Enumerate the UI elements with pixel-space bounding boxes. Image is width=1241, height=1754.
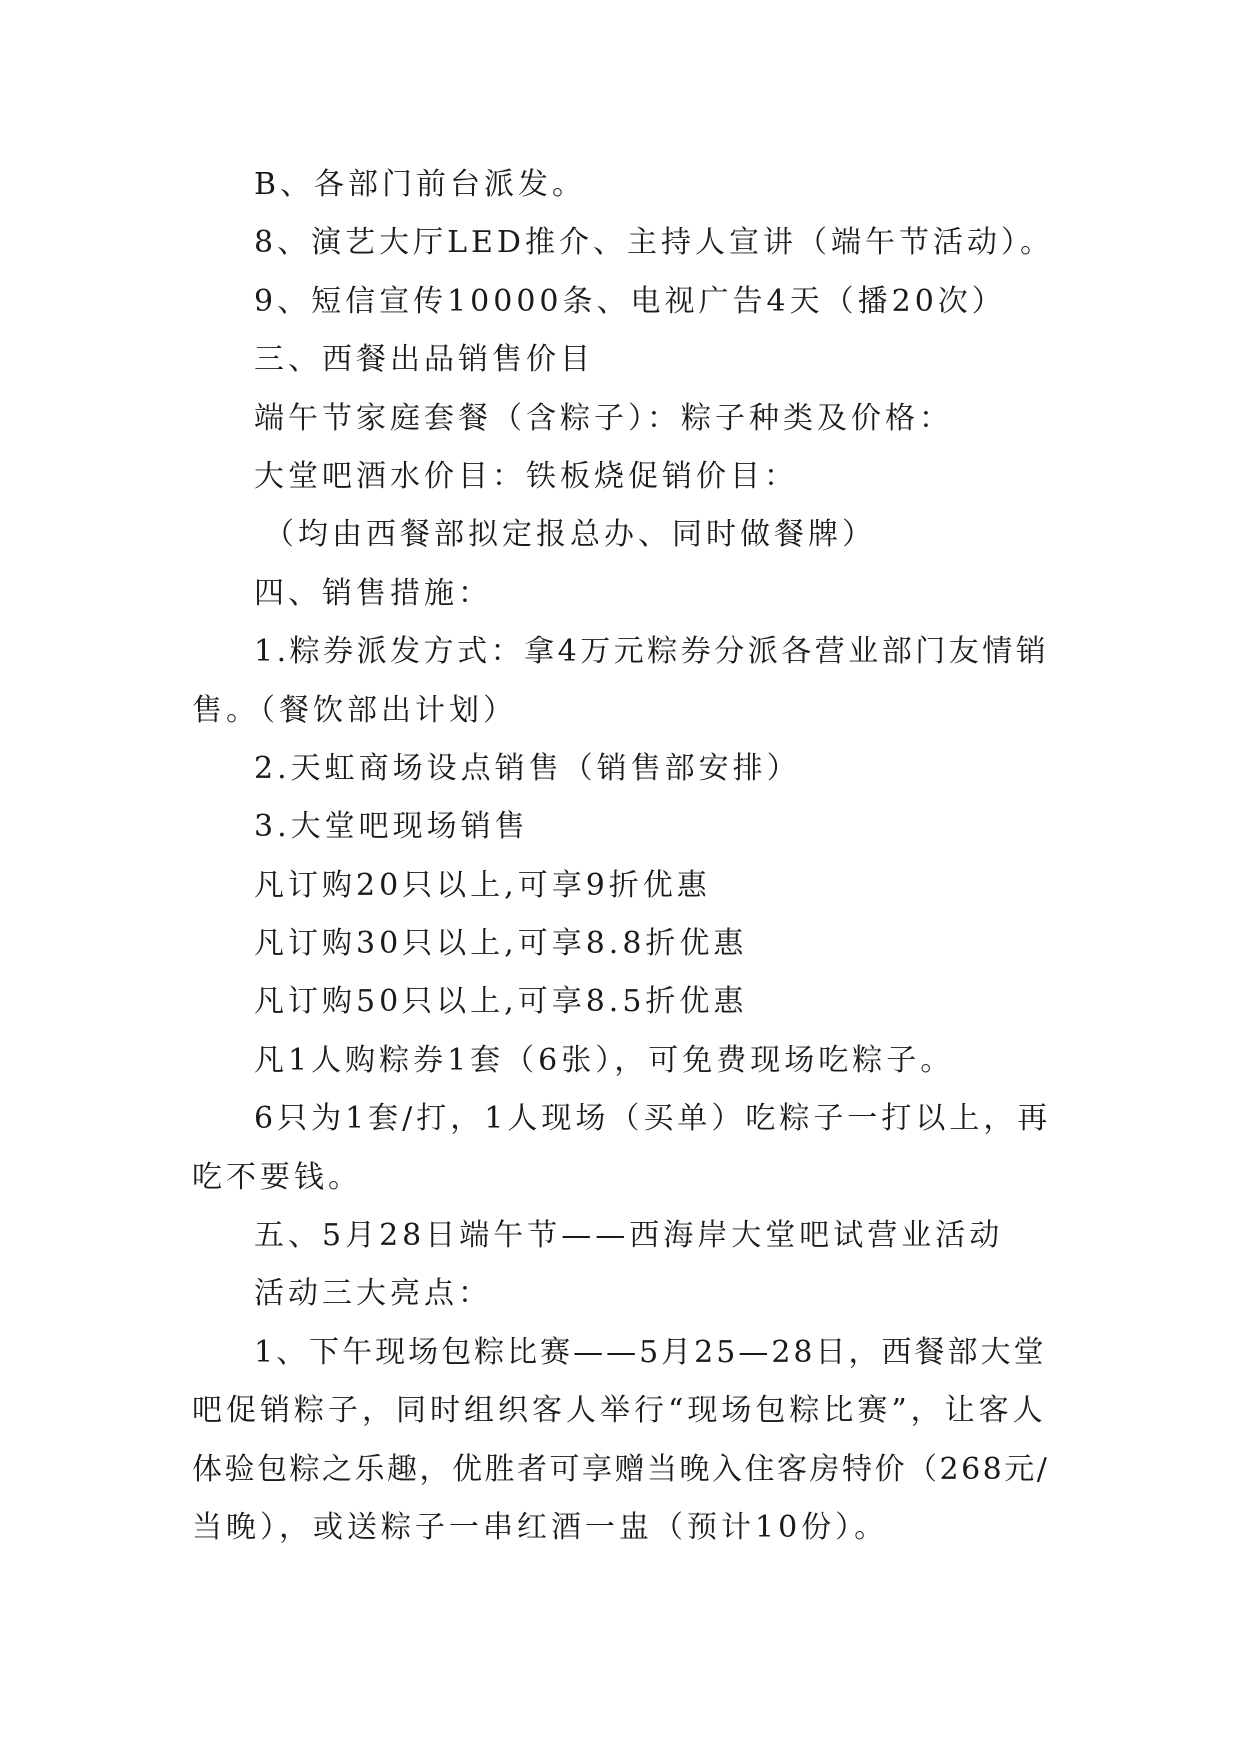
paragraph-line: 当晚），或送粽子一串红酒一盅（预计10份）。 bbox=[192, 1509, 889, 1545]
paragraph-line: 6只为1套/打，1人现场（买单）吃粽子一打以上，再 bbox=[254, 1101, 1052, 1137]
paragraph-line: 2.天虹商场设点销售（销售部安排） bbox=[254, 750, 801, 786]
paragraph-line: 1、下午现场包粽比赛——5月25—28日，西餐部大堂 bbox=[254, 1334, 1047, 1370]
paragraph-line: 3.大堂吧现场销售 bbox=[254, 809, 529, 845]
paragraph-line: （均由西餐部拟定报总办、同时做餐牌） bbox=[264, 517, 876, 553]
paragraph-line: 8、演艺大厅LED推介、主持人宣讲（端午节活动）。 bbox=[254, 225, 1054, 261]
section-heading: 四、销售措施： bbox=[254, 575, 492, 611]
paragraph-line: 9、短信宣传10000条、电视广告4天（播20次） bbox=[254, 283, 1006, 319]
paragraph-line: 大堂吧酒水价目：铁板烧促销价目： bbox=[254, 458, 798, 494]
paragraph-line: 售。（餐饮部出计划） bbox=[192, 692, 517, 728]
discount-line: 凡订购20只以上,可享9折优惠 bbox=[254, 867, 711, 903]
paragraph-line: B、各部门前台派发。 bbox=[254, 167, 587, 202]
paragraph-line: 吧促销粽子，同时组织客人举行“现场包粽比赛”，让客人 bbox=[192, 1393, 1047, 1429]
section-heading: 五、5月28日端午节——西海岸大堂吧试营业活动 bbox=[254, 1218, 1004, 1254]
section-heading: 三、西餐出品销售价目 bbox=[254, 342, 594, 378]
paragraph-line: 凡1人购粽券1套（6张），可免费现场吃粽子。 bbox=[254, 1042, 955, 1078]
paragraph-line: 体验包粽之乐趣，优胜者可享赠当晚入住客房特价（268元/ bbox=[192, 1451, 1050, 1487]
paragraph-line: 吃不要钱。 bbox=[192, 1159, 362, 1195]
document-page bbox=[192, 156, 1054, 1557]
paragraph-line: 端午节家庭套餐（含粽子）：粽子种类及价格： bbox=[254, 400, 953, 436]
discount-line: 凡订购50只以上,可享8.5折优惠 bbox=[254, 984, 748, 1020]
paragraph-line: 活动三大亮点： bbox=[254, 1276, 492, 1312]
paragraph-line: 1.粽券派发方式：拿4万元粽券分派各营业部门友情销 bbox=[254, 634, 1050, 670]
discount-line: 凡订购30只以上,可享8.8折优惠 bbox=[254, 926, 748, 962]
